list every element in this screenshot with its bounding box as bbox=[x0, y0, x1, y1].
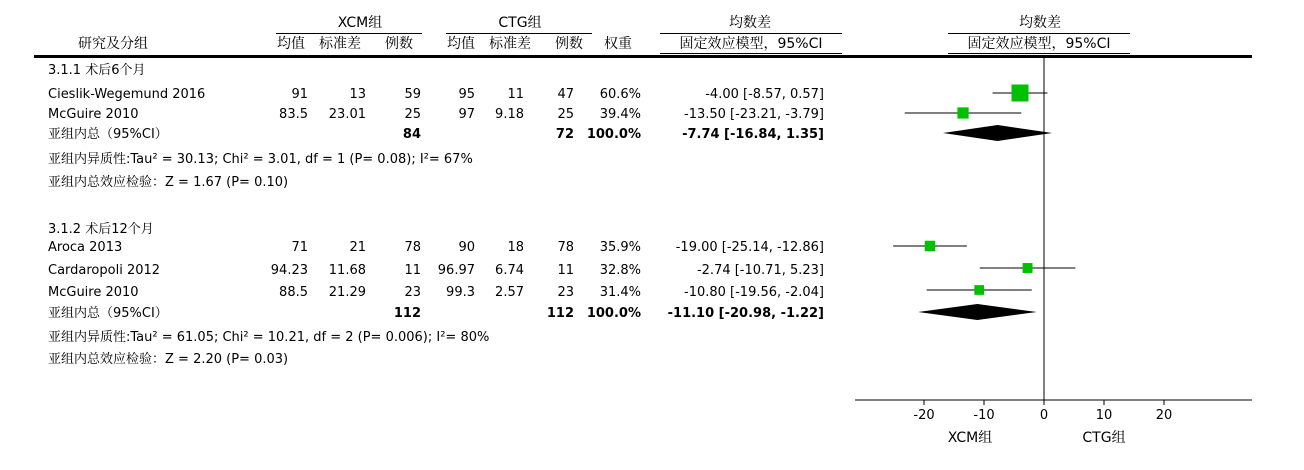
md-subheader: 固定效应模型，95%CI bbox=[679, 36, 823, 52]
weight: 35.9% bbox=[599, 240, 641, 255]
mean-exp: 71 bbox=[291, 240, 308, 255]
total-n-exp: 112 bbox=[393, 306, 421, 321]
study-square bbox=[1012, 85, 1029, 102]
subgroup-total-label: 亚组内总（95%CI） bbox=[48, 127, 168, 142]
n-ctl: 25 bbox=[557, 107, 574, 122]
weight: 31.4% bbox=[599, 285, 641, 300]
n-ctl: 78 bbox=[557, 240, 574, 255]
mean-ctl: 97 bbox=[458, 107, 475, 122]
total-n-ctl: 72 bbox=[555, 127, 574, 142]
sd-exp: 21 bbox=[349, 240, 366, 255]
subgroup-title: 3.1.1 术后6个月 bbox=[48, 63, 146, 78]
total-md-ci: -11.10 [-20.98, -1.22] bbox=[667, 306, 824, 321]
sd-exp: 21.29 bbox=[328, 285, 366, 300]
x-tick-label: -10 bbox=[973, 408, 995, 423]
x-tick-label: -20 bbox=[913, 408, 935, 423]
n-exp: 78 bbox=[404, 240, 421, 255]
n-header-ctl: 例数 bbox=[555, 36, 583, 52]
weight: 60.6% bbox=[599, 87, 641, 102]
study-name: McGuire 2010 bbox=[48, 107, 139, 122]
total-weight: 100.0% bbox=[586, 127, 641, 142]
x-tick-label: 0 bbox=[1039, 408, 1049, 423]
sd-header-ctl: 标准差 bbox=[489, 36, 531, 52]
heterogeneity-text: 亚组内异质性:Tau² = 61.05; Chi² = 10.21, df = 2 (P= 0.006); I²= 80% bbox=[48, 330, 490, 345]
total-weight: 100.0% bbox=[586, 306, 641, 321]
sd-ctl: 2.57 bbox=[495, 285, 524, 300]
mean-ctl: 95 bbox=[458, 87, 475, 102]
mean-ctl: 99.3 bbox=[446, 285, 475, 300]
weight: 32.8% bbox=[599, 263, 641, 278]
subgroup-total-label: 亚组内总（95%CI） bbox=[48, 306, 168, 321]
study-name: Cardaropoli 2012 bbox=[48, 263, 161, 278]
mean-ctl: 96.97 bbox=[437, 263, 475, 278]
x-tick-label: 20 bbox=[1155, 408, 1173, 423]
sd-exp: 23.01 bbox=[328, 107, 366, 122]
n-exp: 23 bbox=[404, 285, 421, 300]
n-header-exp: 例数 bbox=[385, 36, 413, 52]
md-header: 均数差 bbox=[729, 15, 771, 31]
x-tick-label: 10 bbox=[1095, 408, 1113, 423]
mean-exp: 88.5 bbox=[279, 285, 308, 300]
heterogeneity-text: 亚组内异质性:Tau² = 30.13; Chi² = 3.01, df = 1 (P= 0.08); I²= 67% bbox=[48, 152, 473, 167]
n-exp: 59 bbox=[404, 87, 421, 102]
study-name: McGuire 2010 bbox=[48, 285, 139, 300]
n-ctl: 47 bbox=[557, 87, 574, 102]
study-name: Cieslik-Wegemund 2016 bbox=[48, 87, 206, 102]
study-square bbox=[957, 107, 968, 118]
plot-header: 均数差 bbox=[1019, 15, 1061, 31]
n-exp: 11 bbox=[404, 263, 421, 278]
weight-header: 权重 bbox=[604, 36, 632, 52]
md-ci: -13.50 [-23.21, -3.79] bbox=[684, 107, 824, 122]
sd-header-exp: 标准差 bbox=[319, 36, 361, 52]
total-n-exp: 84 bbox=[402, 127, 421, 142]
pooled-diamond bbox=[918, 304, 1037, 320]
mean-exp: 94.23 bbox=[270, 263, 308, 278]
subgroup-title: 3.1.2 术后12个月 bbox=[48, 222, 154, 237]
study-name: Aroca 2013 bbox=[48, 240, 123, 255]
study-square bbox=[1023, 263, 1033, 273]
sd-ctl: 18 bbox=[507, 240, 524, 255]
favours-ctg-label: CTG组 bbox=[1082, 430, 1126, 446]
mean-ctl: 90 bbox=[458, 240, 475, 255]
favours-xcm-label: XCM组 bbox=[947, 430, 993, 446]
md-ci: -2.74 [-10.71, 5.23] bbox=[696, 263, 824, 278]
total-n-ctl: 112 bbox=[546, 306, 574, 321]
weight: 39.4% bbox=[599, 107, 641, 122]
sd-ctl: 6.74 bbox=[495, 263, 524, 278]
total-md-ci: -7.74 [-16.84, 1.35] bbox=[682, 127, 824, 142]
mean-exp: 83.5 bbox=[279, 107, 308, 122]
study-square bbox=[925, 241, 936, 252]
mean-exp: 91 bbox=[291, 87, 308, 102]
overall-effect-text: 亚组内总效应检验：Z = 2.20 (P= 0.03) bbox=[48, 352, 289, 367]
sd-exp: 11.68 bbox=[328, 263, 366, 278]
study-square bbox=[974, 285, 984, 295]
overall-effect-text: 亚组内总效应检验：Z = 1.67 (P= 0.10) bbox=[48, 175, 289, 190]
mean-header-exp: 均值 bbox=[277, 36, 305, 52]
md-ci: -4.00 [-8.57, 0.57] bbox=[705, 87, 824, 102]
group-ctl-header: CTG组 bbox=[498, 15, 542, 31]
plot-subheader: 固定效应模型，95%CI bbox=[967, 36, 1111, 52]
mean-header-ctl: 均值 bbox=[447, 36, 475, 52]
pooled-diamond bbox=[943, 125, 1052, 141]
n-exp: 25 bbox=[404, 107, 421, 122]
sd-ctl: 9.18 bbox=[495, 107, 524, 122]
md-ci: -19.00 [-25.14, -12.86] bbox=[675, 240, 824, 255]
sd-exp: 13 bbox=[349, 87, 366, 102]
sd-ctl: 11 bbox=[507, 87, 524, 102]
group-exp-header: XCM组 bbox=[337, 15, 383, 31]
md-ci: -10.80 [-19.56, -2.04] bbox=[684, 285, 824, 300]
n-ctl: 23 bbox=[557, 285, 574, 300]
study-column-header: 研究及分组 bbox=[78, 36, 148, 52]
n-ctl: 11 bbox=[557, 263, 574, 278]
